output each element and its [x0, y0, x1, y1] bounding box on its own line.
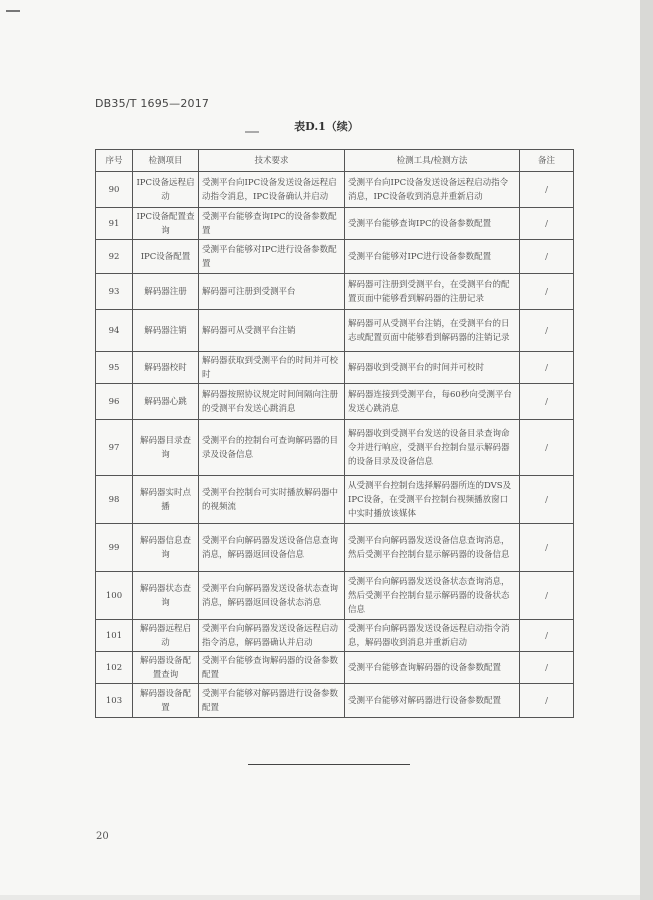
cell-test-item: IPC设备远程启动	[133, 172, 199, 208]
header-serial: 序号	[96, 150, 133, 172]
table-row	[96, 274, 574, 310]
table-row	[96, 310, 574, 352]
cell-serial: 98	[96, 476, 133, 524]
table-header-row	[96, 150, 574, 172]
cell-technical-requirement: 解码器按照协议规定时间间隔向注册的受测平台发送心跳消息	[199, 384, 345, 420]
cell-serial: 101	[96, 620, 133, 652]
cell-remarks: /	[520, 310, 574, 352]
cell-technical-requirement: 受测平台能够查询IPC的设备参数配置	[199, 208, 345, 240]
cell-serial: 96	[96, 384, 133, 420]
table-row	[96, 652, 574, 684]
cell-test-method: 受测平台能够查询解码器的设备参数配置	[345, 652, 520, 684]
table-body	[96, 172, 574, 718]
cell-remarks: /	[520, 620, 574, 652]
cell-test-item: 解码器信息查询	[133, 524, 199, 572]
cell-test-method: 受测平台能够对解码器进行设备参数配置	[345, 684, 520, 718]
cell-test-item: 解码器校时	[133, 352, 199, 384]
cell-technical-requirement: 解码器可从受测平台注销	[199, 310, 345, 352]
cell-test-method: 受测平台向IPC设备发送设备远程启动指令消息，IPC设备收到消息并重新启动	[345, 172, 520, 208]
header-remarks: 备注	[520, 150, 574, 172]
scan-mark	[6, 10, 20, 12]
cell-test-method: 解码器收到受测平台的时间并可校时	[345, 352, 520, 384]
cell-test-item: 解码器注册	[133, 274, 199, 310]
cell-technical-requirement: 受测平台向解码器发送设备状态查询消息，解码器返回设备状态消息	[199, 572, 345, 620]
cell-serial: 100	[96, 572, 133, 620]
cell-technical-requirement: 受测平台能够对IPC进行设备参数配置	[199, 240, 345, 274]
cell-test-method: 解码器可从受测平台注销，在受测平台的日志或配置页面中能够看到解码器的注销记录	[345, 310, 520, 352]
cell-remarks: /	[520, 420, 574, 476]
cell-technical-requirement: 受测平台向解码器发送设备远程启动指令消息，解码器确认并启动	[199, 620, 345, 652]
cell-serial: 95	[96, 352, 133, 384]
cell-serial: 102	[96, 652, 133, 684]
cell-test-item: 解码器注销	[133, 310, 199, 352]
table-row	[96, 524, 574, 572]
table-row	[96, 172, 574, 208]
table-row	[96, 684, 574, 718]
cell-serial: 93	[96, 274, 133, 310]
cell-test-method: 受测平台向解码器发送设备远程启动指令消息，解码器收到消息并重新启动	[345, 620, 520, 652]
cell-remarks: /	[520, 240, 574, 274]
cell-remarks: /	[520, 352, 574, 384]
table-row	[96, 384, 574, 420]
cell-test-method: 解码器可注册到受测平台，在受测平台的配置页面中能够看到解码器的注册记录	[345, 274, 520, 310]
cell-test-item: 解码器目录查询	[133, 420, 199, 476]
table-row	[96, 208, 574, 240]
end-rule	[248, 764, 410, 765]
cell-remarks: /	[520, 684, 574, 718]
cell-technical-requirement: 受测平台能够对解码器进行设备参数配置	[199, 684, 345, 718]
cell-serial: 97	[96, 420, 133, 476]
cell-remarks: /	[520, 274, 574, 310]
header-test-item: 检测项目	[133, 150, 199, 172]
cell-test-method: 解码器收到受测平台发送的设备目录查询命令并进行响应，受测平台控制台显示解码器的设备目录及设备信息	[345, 420, 520, 476]
page-number: 20	[96, 831, 109, 842]
cell-serial: 91	[96, 208, 133, 240]
cell-test-item: 解码器设备配置	[133, 684, 199, 718]
header-test-method: 检测工具/检测方法	[345, 150, 520, 172]
table-row	[96, 476, 574, 524]
cell-remarks: /	[520, 524, 574, 572]
table-row	[96, 420, 574, 476]
cell-test-method: 解码器连接到受测平台，每60秒向受测平台发送心跳消息	[345, 384, 520, 420]
cell-technical-requirement: 受测平台向IPC设备发送设备远程启动指令消息，IPC设备确认并启动	[199, 172, 345, 208]
cell-test-item: 解码器状态查询	[133, 572, 199, 620]
cell-technical-requirement: 解码器获取到受测平台的时间并可校时	[199, 352, 345, 384]
scan-edge	[640, 0, 653, 900]
table-row	[96, 572, 574, 620]
cell-remarks: /	[520, 172, 574, 208]
cell-test-item: 解码器设备配置查询	[133, 652, 199, 684]
cell-test-method: 受测平台向解码器发送设备信息查询消息，然后受测平台控制台显示解码器的设备信息	[345, 524, 520, 572]
spec-table	[95, 149, 574, 718]
cell-serial: 99	[96, 524, 133, 572]
cell-remarks: /	[520, 476, 574, 524]
header-technical-requirement: 技术要求	[199, 150, 345, 172]
cell-technical-requirement: 受测平台控制台可实时播放解码器中的视频流	[199, 476, 345, 524]
cell-test-item: 解码器实时点播	[133, 476, 199, 524]
scan-smudge	[245, 131, 259, 133]
cell-technical-requirement: 受测平台向解码器发送设备信息查询消息，解码器返回设备信息	[199, 524, 345, 572]
cell-test-method: 受测平台能够查询IPC的设备参数配置	[345, 208, 520, 240]
cell-serial: 92	[96, 240, 133, 274]
cell-remarks: /	[520, 572, 574, 620]
cell-serial: 90	[96, 172, 133, 208]
table-row	[96, 620, 574, 652]
cell-remarks: /	[520, 208, 574, 240]
cell-test-item: IPC设备配置查询	[133, 208, 199, 240]
table-caption: 表D.1（续）	[294, 120, 359, 133]
cell-test-item: 解码器远程启动	[133, 620, 199, 652]
cell-remarks: /	[520, 652, 574, 684]
table-row	[96, 240, 574, 274]
cell-serial: 103	[96, 684, 133, 718]
cell-test-method: 受测平台向解码器发送设备状态查询消息，然后受测平台控制台显示解码器的设备状态信息	[345, 572, 520, 620]
cell-test-item: 解码器心跳	[133, 384, 199, 420]
table-row	[96, 352, 574, 384]
cell-technical-requirement: 受测平台的控制台可查询解码器的目录及设备信息	[199, 420, 345, 476]
cell-test-method: 受测平台能够对IPC进行设备参数配置	[345, 240, 520, 274]
cell-test-method: 从受测平台控制台选择解码器所连的DVS及IPC设备，在受测平台控制台视频播放窗口中实时播放该媒体	[345, 476, 520, 524]
cell-technical-requirement: 受测平台能够查询解码器的设备参数配置	[199, 652, 345, 684]
cell-test-item: IPC设备配置	[133, 240, 199, 274]
cell-remarks: /	[520, 384, 574, 420]
cell-serial: 94	[96, 310, 133, 352]
cell-technical-requirement: 解码器可注册到受测平台	[199, 274, 345, 310]
document-number: DB35/T 1695—2017	[95, 97, 210, 110]
